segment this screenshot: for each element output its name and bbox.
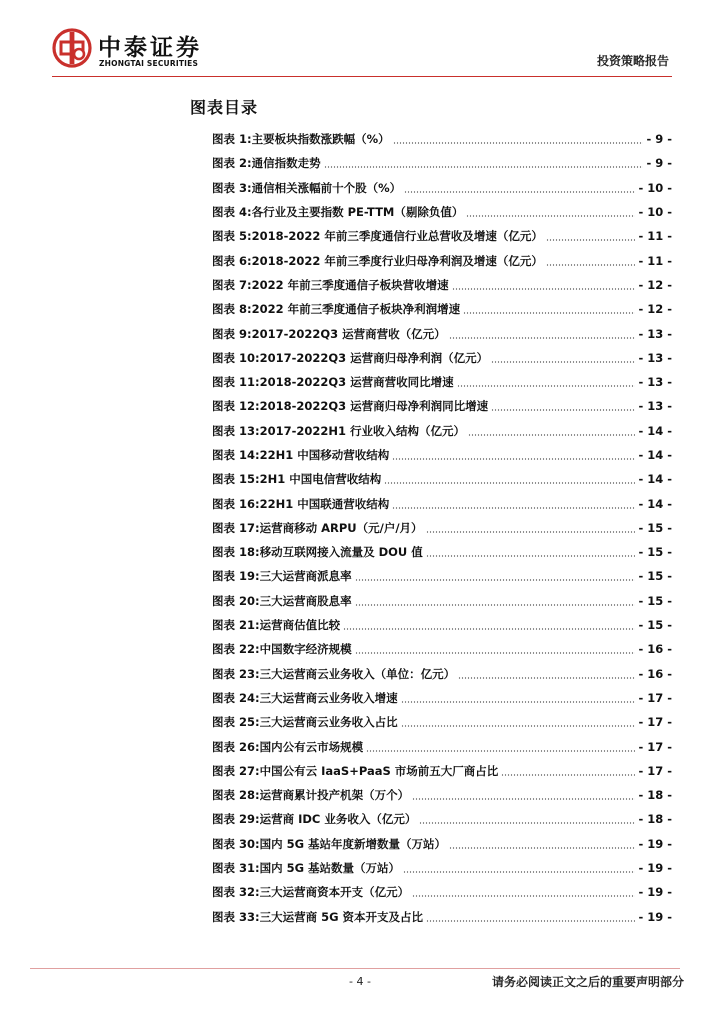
toc-entry[interactable] bbox=[212, 759, 672, 783]
toc-entry[interactable] bbox=[212, 127, 672, 151]
toc-entry-label: 图表 26: bbox=[212, 739, 260, 754]
toc-dot-leader bbox=[458, 677, 635, 679]
toc-entry[interactable] bbox=[212, 686, 672, 710]
toc-entry-page: - 12 - bbox=[638, 277, 672, 292]
toc-entry-title: 三大运营商资本开支（亿元） bbox=[259, 885, 410, 900]
toc-dot-leader bbox=[501, 774, 635, 776]
toc-entry-title: 三大运营商云业务收入增速 bbox=[259, 690, 398, 705]
toc-dot-leader bbox=[452, 288, 636, 290]
toc-entry-label: 图表 11: bbox=[212, 375, 260, 390]
toc-entry[interactable] bbox=[212, 467, 672, 491]
toc-entry-label: 图表 33: bbox=[212, 909, 260, 924]
toc-entry-page: - 19 - bbox=[638, 861, 672, 876]
toc-entry-label: 图表 8: bbox=[212, 302, 252, 317]
toc-dot-leader bbox=[466, 215, 635, 217]
toc-entry-page: - 15 - bbox=[638, 520, 672, 535]
toc-entry-title: 2017-2022H1 行业收入结构（亿元） bbox=[259, 423, 466, 438]
toc-dot-leader bbox=[355, 579, 636, 581]
toc-entry-label: 图表 29: bbox=[212, 812, 260, 827]
toc-entry-label: 图表 3: bbox=[212, 180, 252, 195]
page-header bbox=[0, 0, 724, 76]
toc-entry-label: 图表 21: bbox=[212, 618, 260, 633]
toc-entry-page: - 14 - bbox=[638, 496, 672, 511]
toc-entry[interactable] bbox=[212, 832, 672, 856]
toc-entry-title: 2H1 中国电信营收结构 bbox=[259, 472, 382, 487]
toc-entry-title: 2022 年前三季度通信子板块营收增速 bbox=[251, 277, 449, 292]
toc-entry-label: 图表 22: bbox=[212, 642, 260, 657]
toc-entry-label: 图表 20: bbox=[212, 593, 260, 608]
toc-entry[interactable] bbox=[212, 151, 672, 175]
toc-entry[interactable] bbox=[212, 734, 672, 758]
toc-entry-page: - 19 - bbox=[638, 885, 672, 900]
toc-entry-label: 图表 18: bbox=[212, 545, 260, 560]
toc-dot-leader bbox=[384, 482, 635, 484]
toc-entry[interactable] bbox=[212, 880, 672, 904]
toc-entry-page: - 17 - bbox=[638, 739, 672, 754]
toc-entry-title: 三大运营商 5G 资本开支及占比 bbox=[259, 909, 424, 924]
toc-entry-page: - 15 - bbox=[638, 569, 672, 584]
toc-title: 图表目录 bbox=[190, 98, 259, 117]
toc-dot-leader bbox=[463, 312, 635, 314]
toc-entry[interactable] bbox=[212, 443, 672, 467]
toc-entry-label: 图表 7: bbox=[212, 277, 252, 292]
toc-entry-page: - 19 - bbox=[638, 909, 672, 924]
toc-entry-page: - 18 - bbox=[638, 788, 672, 803]
toc-entry-page: - 19 - bbox=[638, 836, 672, 851]
toc-entry-title: 2018-2022Q3 运营商归母净利润同比增速 bbox=[259, 399, 489, 414]
toc-entry-label: 图表 24: bbox=[212, 690, 260, 705]
toc-entry[interactable] bbox=[212, 710, 672, 734]
toc-entry-title: 移动互联网接入流量及 DOU 值 bbox=[259, 545, 423, 560]
toc-entry-page: - 10 - bbox=[638, 180, 672, 195]
toc-dot-leader bbox=[343, 628, 635, 630]
toc-entry[interactable] bbox=[212, 321, 672, 345]
toc-entry-page: - 18 - bbox=[638, 812, 672, 827]
toc-entry-label: 图表 10: bbox=[212, 350, 260, 365]
toc-entry[interactable] bbox=[212, 564, 672, 588]
toc-dot-leader bbox=[403, 871, 635, 873]
toc-entry-label: 图表 12: bbox=[212, 399, 260, 414]
toc-dot-leader bbox=[324, 166, 644, 168]
toc-dot-leader bbox=[449, 337, 636, 339]
toc-entry[interactable] bbox=[212, 856, 672, 880]
toc-entry-page: - 15 - bbox=[638, 618, 672, 633]
toc-entry-label: 图表 14: bbox=[212, 448, 260, 462]
toc-entry-title: 中国公有云 IaaS+PaaS 市场前五大厂商占比 bbox=[259, 763, 499, 778]
toc-entry-page: - 11 - bbox=[638, 229, 672, 244]
toc-entry-title: 2018-2022 年前三季度行业归母净利润及增速（亿元） bbox=[251, 253, 543, 268]
toc-entry-label: 图表 9: bbox=[212, 326, 252, 341]
toc-entry-label: 图表 16: bbox=[212, 496, 260, 511]
toc-entry-page: - 17 - bbox=[638, 690, 672, 705]
toc-entry-title: 主要板块指数涨跌幅（%） bbox=[251, 132, 390, 147]
toc-entry-page: - 12 - bbox=[638, 302, 672, 317]
toc-dot-leader bbox=[404, 191, 635, 193]
toc-entry-label: 图表 32: bbox=[212, 885, 260, 900]
toc-entry-page: - 15 - bbox=[638, 545, 672, 560]
toc-entry-title: 22H1 中国移动营收结构 bbox=[259, 448, 390, 462]
toc-entry-label: 图表 6: bbox=[212, 253, 252, 268]
toc-entry-label: 图表 25: bbox=[212, 715, 260, 730]
toc-entry[interactable] bbox=[212, 662, 672, 686]
toc-entry-label: 图表 5: bbox=[212, 229, 252, 244]
toc-entry-title: 运营商移动 ARPU（元/户/月） bbox=[259, 520, 423, 535]
toc-entry[interactable] bbox=[212, 516, 672, 540]
toc-entry-page: - 13 - bbox=[638, 350, 672, 365]
toc-entry-title: 三大运营商云业务收入（单位：亿元） bbox=[259, 666, 456, 681]
toc-entry[interactable] bbox=[212, 346, 672, 370]
toc-dot-leader bbox=[457, 385, 636, 387]
toc-entry-page: - 13 - bbox=[638, 399, 672, 414]
toc-entry[interactable] bbox=[212, 783, 672, 807]
disclaimer-note: 请务必阅读正文之后的重要声明部分 bbox=[491, 975, 684, 989]
toc-entry-title: 运营商累计投产机架（万个） bbox=[259, 788, 410, 803]
toc-entry-title: 2022 年前三季度通信子板块净利润增速 bbox=[251, 302, 461, 317]
toc-entry-page: - 10 - bbox=[638, 205, 672, 220]
toc-dot-leader bbox=[401, 701, 636, 703]
toc-dot-leader bbox=[366, 750, 635, 752]
toc-entry-title: 通信指数走势 bbox=[251, 156, 321, 171]
toc-entry-label: 图表 4: bbox=[212, 205, 252, 220]
report-type: 投资策略报告 bbox=[596, 54, 669, 68]
toc-entry-title: 2018-2022Q3 运营商营收同比增速 bbox=[259, 375, 454, 390]
toc-entry-page: - 17 - bbox=[638, 715, 672, 730]
toc-dot-leader bbox=[426, 531, 636, 533]
header-divider bbox=[52, 76, 672, 77]
toc-entry[interactable] bbox=[212, 200, 672, 224]
toc-entry-title: 国内 5G 基站数量（万站） bbox=[259, 861, 401, 876]
zhongtai-logo-icon bbox=[52, 28, 92, 68]
toc-entry-label: 图表 15: bbox=[212, 472, 260, 487]
toc-dot-leader bbox=[392, 458, 635, 460]
toc-entry-label: 图表 1: bbox=[212, 132, 252, 147]
toc-dot-leader bbox=[401, 725, 636, 727]
toc-entry-page: - 16 - bbox=[638, 666, 672, 681]
brand-logo bbox=[52, 28, 222, 72]
toc-dot-leader bbox=[392, 507, 635, 509]
toc-entry[interactable] bbox=[212, 905, 672, 929]
toc-dot-leader bbox=[355, 652, 636, 654]
toc-entry[interactable] bbox=[212, 394, 672, 418]
toc-dot-leader bbox=[355, 604, 636, 606]
toc-entry-label: 图表 27: bbox=[212, 763, 260, 778]
toc-entry[interactable] bbox=[212, 224, 672, 248]
toc-entry-title: 运营商 IDC 业务收入（亿元） bbox=[259, 812, 417, 827]
toc-entry-label: 图表 31: bbox=[212, 861, 260, 876]
toc-dot-leader bbox=[546, 264, 636, 266]
toc-entry-page: - 15 - bbox=[638, 593, 672, 608]
toc-entry-title: 22H1 中国联通营收结构 bbox=[259, 496, 390, 511]
toc-entry[interactable] bbox=[212, 419, 672, 443]
toc-entry[interactable] bbox=[212, 613, 672, 637]
toc-entry-label: 图表 30: bbox=[212, 836, 260, 851]
figure-table-of-contents bbox=[212, 127, 672, 929]
toc-entry-page: - 14 - bbox=[638, 448, 672, 462]
toc-entry-title: 三大运营商派息率 bbox=[259, 569, 352, 584]
toc-entry[interactable] bbox=[212, 589, 672, 613]
toc-dot-leader bbox=[426, 920, 635, 922]
toc-dot-leader bbox=[412, 895, 635, 897]
toc-entry-title: 运营商估值比较 bbox=[259, 618, 341, 633]
toc-entry-title: 通信相关涨幅前十个股（%） bbox=[251, 180, 402, 195]
toc-entry-label: 图表 2: bbox=[212, 156, 252, 171]
toc-entry-title: 2017-2022Q3 运营商营收（亿元） bbox=[251, 326, 446, 341]
toc-entry-page: - 14 - bbox=[638, 472, 672, 487]
toc-entry[interactable] bbox=[212, 370, 672, 394]
toc-entry-label: 图表 13: bbox=[212, 423, 260, 438]
toc-entry-page: - 9 - bbox=[646, 156, 672, 171]
toc-entry[interactable] bbox=[212, 297, 672, 321]
toc-dot-leader bbox=[491, 409, 635, 411]
toc-entry-title: 国内 5G 基站年度新增数量（万站） bbox=[259, 836, 447, 851]
toc-entry-title: 各行业及主要指数 PE-TTM（剔除负值） bbox=[251, 205, 464, 220]
toc-entry-title: 三大运营商股息率 bbox=[259, 593, 352, 608]
toc-entry[interactable] bbox=[212, 540, 672, 564]
toc-entry-page: - 13 - bbox=[638, 326, 672, 341]
toc-dot-leader bbox=[449, 847, 635, 849]
toc-entry-label: 图表 28: bbox=[212, 788, 260, 803]
toc-entry[interactable] bbox=[212, 273, 672, 297]
toc-entry-label: 图表 17: bbox=[212, 520, 260, 535]
toc-entry-title: 2017-2022Q3 运营商归母净利润（亿元） bbox=[259, 350, 489, 365]
toc-dot-leader bbox=[546, 239, 636, 241]
brand-name-en: ZHONGTAI SECURITIES bbox=[99, 59, 199, 68]
toc-dot-leader bbox=[468, 434, 635, 436]
toc-entry[interactable] bbox=[212, 491, 672, 515]
page-number: - 4 - bbox=[349, 975, 371, 988]
toc-dot-leader bbox=[491, 361, 635, 363]
toc-dot-leader bbox=[419, 822, 635, 824]
toc-entry-page: - 13 - bbox=[638, 375, 672, 390]
toc-entry[interactable] bbox=[212, 176, 672, 200]
toc-dot-leader bbox=[412, 798, 635, 800]
toc-entry-page: - 16 - bbox=[638, 642, 672, 657]
toc-entry-title: 中国数字经济规模 bbox=[259, 642, 352, 657]
toc-entry-page: - 9 - bbox=[646, 132, 672, 147]
brand-name-cn: 中泰证券 bbox=[98, 35, 202, 61]
toc-entry[interactable] bbox=[212, 637, 672, 661]
toc-entry-title: 2018-2022 年前三季度通信行业总营收及增速（亿元） bbox=[251, 229, 543, 244]
toc-entry-title: 国内公有云市场规模 bbox=[259, 739, 364, 754]
toc-entry-title: 三大运营商云业务收入占比 bbox=[259, 715, 398, 730]
toc-entry[interactable] bbox=[212, 248, 672, 272]
toc-dot-leader bbox=[426, 555, 636, 557]
footer-divider bbox=[30, 968, 680, 969]
toc-entry-label: 图表 23: bbox=[212, 666, 260, 681]
toc-dot-leader bbox=[393, 142, 644, 144]
toc-entry-page: - 17 - bbox=[638, 763, 672, 778]
toc-entry[interactable] bbox=[212, 807, 672, 831]
toc-entry-page: - 14 - bbox=[638, 423, 672, 438]
toc-entry-page: - 11 - bbox=[638, 253, 672, 268]
toc-entry-label: 图表 19: bbox=[212, 569, 260, 584]
